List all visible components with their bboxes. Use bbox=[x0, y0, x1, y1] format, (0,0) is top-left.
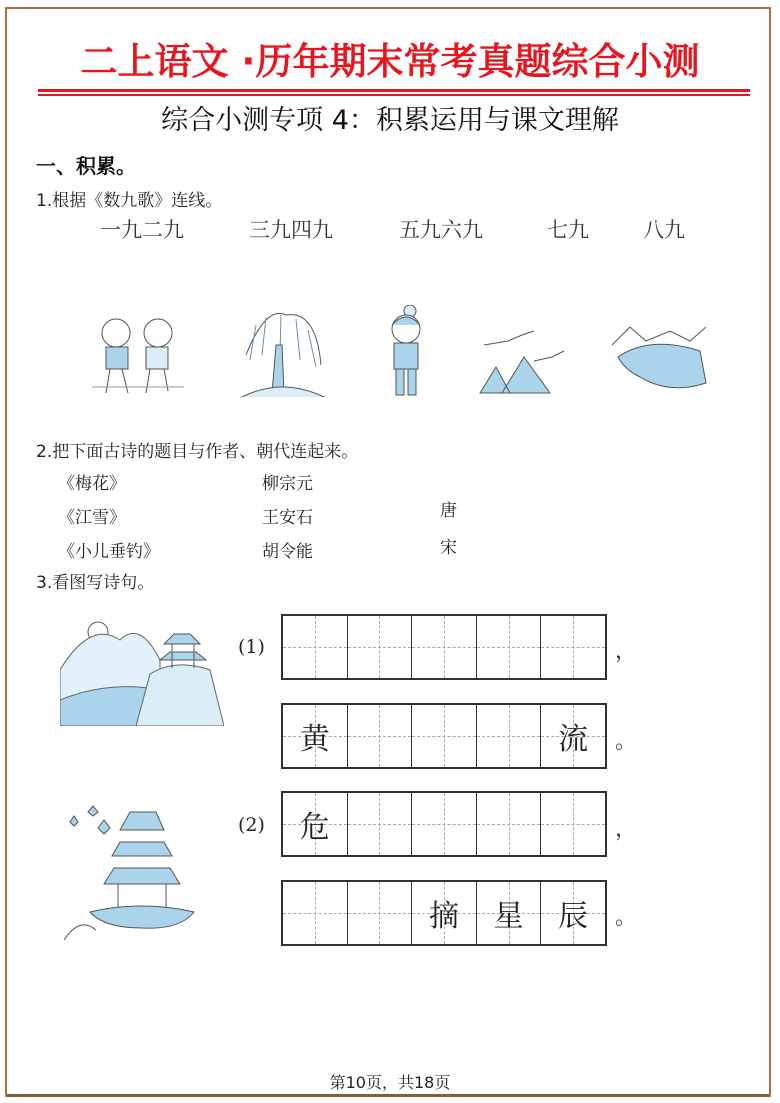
poem-title: 《梅花》 bbox=[58, 474, 126, 494]
pigs-in-scarves-illustration bbox=[88, 305, 188, 400]
writing-cell[interactable] bbox=[348, 882, 413, 944]
song-phrase: 三九四九 bbox=[249, 218, 333, 242]
comma-mark: ， bbox=[615, 639, 638, 664]
writing-cell[interactable] bbox=[477, 705, 542, 767]
question-3-prompt: 3.看图写诗句。 bbox=[36, 573, 155, 593]
writing-cell[interactable]: 黄 bbox=[283, 705, 348, 767]
geese-mountains-illustration bbox=[478, 305, 578, 400]
writing-cell[interactable] bbox=[412, 793, 477, 855]
poem-title: 《小儿垂钓》 bbox=[58, 542, 160, 562]
tower-stars-illustration bbox=[60, 800, 220, 940]
writing-cell[interactable] bbox=[348, 793, 413, 855]
willow-tree-illustration bbox=[236, 305, 328, 400]
writing-cell[interactable] bbox=[348, 616, 413, 678]
writing-cell[interactable] bbox=[477, 616, 542, 678]
poem-dynasty: 宋 bbox=[440, 538, 457, 558]
writing-cell[interactable] bbox=[283, 882, 348, 944]
river-mountains-illustration bbox=[610, 305, 710, 400]
poem-author: 柳宗元 bbox=[262, 474, 313, 494]
subtitle: 综合小测专项 4：积累运用与课文理解 bbox=[161, 105, 619, 136]
writing-cell[interactable]: 辰 bbox=[541, 882, 605, 944]
writing-cell[interactable]: 流 bbox=[541, 705, 605, 767]
poem-author: 胡令能 bbox=[262, 542, 313, 562]
comma-mark: ， bbox=[615, 817, 638, 842]
item-label: (2) bbox=[238, 814, 265, 836]
poem-title: 《江雪》 bbox=[58, 508, 126, 528]
title-underline bbox=[38, 89, 750, 92]
writing-cell[interactable]: 星 bbox=[477, 882, 542, 944]
song-phrase: 五九六九 bbox=[399, 218, 483, 242]
writing-cell[interactable] bbox=[348, 705, 413, 767]
item-label: (1) bbox=[238, 636, 265, 658]
writing-cell[interactable] bbox=[412, 705, 477, 767]
question-2-prompt: 2.把下面古诗的题目与作者、朝代连起来。 bbox=[36, 442, 359, 462]
page-number: 第10页，共18页 bbox=[329, 1073, 451, 1092]
writing-grid-line[interactable] bbox=[281, 614, 607, 680]
writing-grid-line[interactable] bbox=[281, 703, 607, 769]
question-1-prompt: 1.根据《数九歌》连线。 bbox=[36, 191, 223, 211]
song-phrase: 八九 bbox=[643, 218, 685, 242]
frame-bottom-rule bbox=[7, 1094, 769, 1097]
writing-cell[interactable] bbox=[412, 616, 477, 678]
writing-cell[interactable] bbox=[541, 616, 605, 678]
song-phrase: 一九二九 bbox=[100, 218, 184, 242]
main-title: 二上语文 ·历年期末常考真题综合小测 bbox=[80, 40, 700, 83]
writing-grid-line[interactable] bbox=[281, 791, 607, 857]
writing-cell[interactable]: 摘 bbox=[412, 882, 477, 944]
song-phrase: 七九 bbox=[547, 218, 589, 242]
period-mark: 。 bbox=[615, 905, 638, 930]
cold-child-illustration bbox=[382, 305, 432, 400]
mountain-pavilion-river-illustration bbox=[60, 610, 224, 726]
writing-cell[interactable] bbox=[477, 793, 542, 855]
writing-cell[interactable] bbox=[541, 793, 605, 855]
writing-cell[interactable] bbox=[283, 616, 348, 678]
title-underline-thin bbox=[38, 94, 750, 96]
poem-author: 王安石 bbox=[262, 508, 313, 528]
poem-dynasty: 唐 bbox=[440, 501, 457, 521]
writing-grid-line[interactable] bbox=[281, 880, 607, 946]
writing-cell[interactable]: 危 bbox=[283, 793, 348, 855]
section-heading: 一、积累。 bbox=[36, 154, 136, 178]
period-mark: 。 bbox=[615, 729, 638, 754]
